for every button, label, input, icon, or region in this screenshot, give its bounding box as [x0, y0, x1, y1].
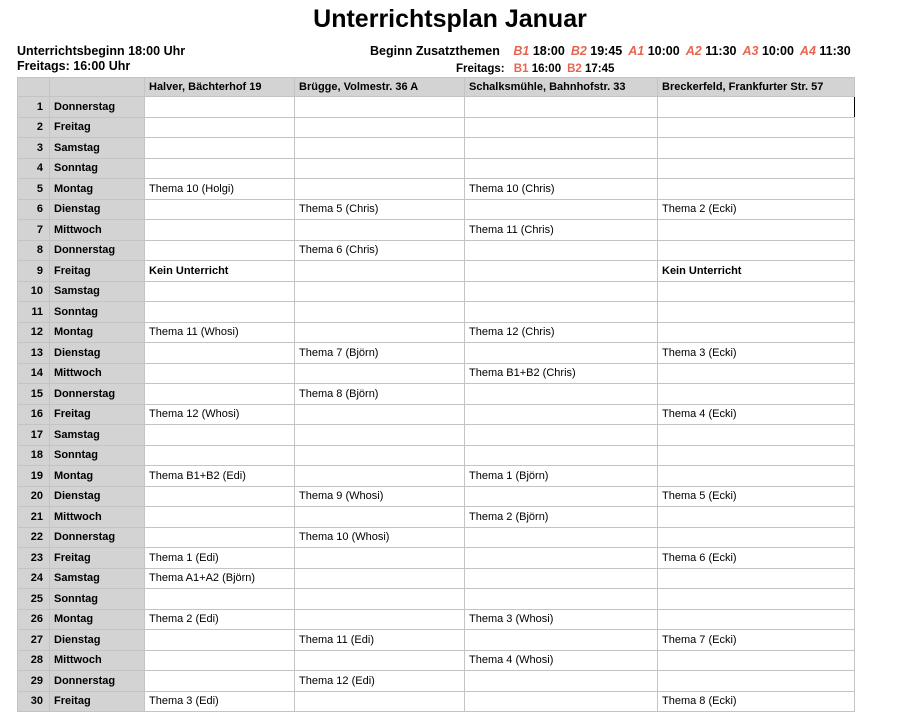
header-day-number: [18, 78, 50, 97]
weekday: Dienstag: [50, 486, 145, 507]
schedule-cell[interactable]: [145, 117, 295, 138]
schedule-row: [18, 486, 855, 507]
schedule-cell[interactable]: [658, 425, 855, 446]
slot-time: 18:00: [532, 44, 565, 58]
schedule-row: [18, 425, 855, 446]
schedule-cell[interactable]: [465, 548, 658, 569]
schedule-cell[interactable]: [465, 199, 658, 220]
schedule-cell[interactable]: [465, 486, 658, 507]
weekday: Freitag: [50, 261, 145, 282]
weekday: Samstag: [50, 425, 145, 446]
schedule-cell[interactable]: Thema 8 (Ecki): [658, 691, 855, 712]
day-number: 22: [18, 527, 50, 548]
schedule-row: [18, 199, 855, 220]
schedule-cell[interactable]: [295, 548, 465, 569]
friday-slot-time: 16:00: [531, 63, 562, 75]
schedule-cell[interactable]: [465, 117, 658, 138]
schedule-cell[interactable]: Thema 3 (Ecki): [658, 343, 855, 364]
schedule-cell[interactable]: [295, 425, 465, 446]
weekday: Samstag: [50, 568, 145, 589]
header-location-halver: Halver, Bächterhof 19: [145, 78, 295, 97]
day-number: 6: [18, 199, 50, 220]
schedule-cell[interactable]: [465, 261, 658, 282]
extra-topics-info: [370, 44, 852, 77]
schedule-cell[interactable]: [295, 568, 465, 589]
schedule-row: [18, 527, 855, 548]
schedule-cell[interactable]: [658, 138, 855, 159]
weekday: Dienstag: [50, 199, 145, 220]
schedule-cell[interactable]: Thema 8 (Björn): [295, 384, 465, 405]
schedule-cell[interactable]: [145, 671, 295, 692]
schedule-cell[interactable]: [295, 445, 465, 466]
schedule-cell[interactable]: [658, 363, 855, 384]
weekday: Mittwoch: [50, 650, 145, 671]
weekday: Donnerstag: [50, 97, 145, 118]
schedule-cell[interactable]: [465, 158, 658, 179]
weekday: Dienstag: [50, 630, 145, 651]
schedule-row: [18, 671, 855, 692]
weekday: Samstag: [50, 281, 145, 302]
schedule-cell[interactable]: [145, 363, 295, 384]
slot-tag: A1: [628, 44, 645, 58]
schedule-row: [18, 548, 855, 569]
schedule-cell[interactable]: Thema 11 (Chris): [465, 220, 658, 241]
weekday: Montag: [50, 609, 145, 630]
day-number: 23: [18, 548, 50, 569]
slot-time: 11:30: [705, 44, 737, 58]
schedule-cell[interactable]: [145, 199, 295, 220]
weekday: Sonntag: [50, 158, 145, 179]
schedule-cell[interactable]: [295, 220, 465, 241]
schedule-cell[interactable]: [145, 138, 295, 159]
schedule-cell[interactable]: [658, 466, 855, 487]
schedule-cell[interactable]: [145, 240, 295, 261]
friday-slot-tag: B2: [567, 63, 582, 75]
schedule-cell[interactable]: [465, 671, 658, 692]
slot-tag: A4: [799, 44, 816, 58]
schedule-cell[interactable]: [465, 384, 658, 405]
schedule-cell[interactable]: Kein Unterricht: [145, 261, 295, 282]
schedule-cell[interactable]: [145, 97, 295, 118]
day-number: 10: [18, 281, 50, 302]
schedule-cell[interactable]: Thema 12 (Whosi): [145, 404, 295, 425]
schedule-row: [18, 240, 855, 261]
schedule-cell[interactable]: [658, 609, 855, 630]
slot-tag: A3: [742, 44, 759, 58]
day-number: 25: [18, 589, 50, 610]
schedule-cell[interactable]: [658, 158, 855, 179]
schedule-row: [18, 261, 855, 282]
schedule-cell[interactable]: [465, 691, 658, 712]
weekday: Mittwoch: [50, 507, 145, 528]
schedule-cell[interactable]: Thema 6 (Ecki): [658, 548, 855, 569]
schedule-cell[interactable]: [295, 650, 465, 671]
day-number: 26: [18, 609, 50, 630]
schedule-cell[interactable]: [465, 527, 658, 548]
day-number: 21: [18, 507, 50, 528]
day-number: 19: [18, 466, 50, 487]
schedule-cell[interactable]: Thema 7 (Björn): [295, 343, 465, 364]
schedule-cell[interactable]: [295, 117, 465, 138]
day-number: 9: [18, 261, 50, 282]
schedule-cell[interactable]: [658, 322, 855, 343]
schedule-row: [18, 466, 855, 487]
schedule-cell[interactable]: [658, 240, 855, 261]
schedule-row: [18, 650, 855, 671]
schedule-cell[interactable]: [145, 281, 295, 302]
schedule-cell[interactable]: Thema B1+B2 (Edi): [145, 466, 295, 487]
schedule-cell[interactable]: [465, 138, 658, 159]
weekday: Donnerstag: [50, 240, 145, 261]
schedule-cell[interactable]: [465, 240, 658, 261]
friday-slot-tag: B1: [513, 63, 529, 75]
day-number: 12: [18, 322, 50, 343]
slot-tag: A2: [685, 44, 702, 58]
start-times-info: [17, 44, 185, 74]
day-number: 24: [18, 568, 50, 589]
weekday: Montag: [50, 466, 145, 487]
schedule-cell[interactable]: [465, 589, 658, 610]
schedule-cell[interactable]: [145, 343, 295, 364]
day-number: 14: [18, 363, 50, 384]
weekday: Donnerstag: [50, 384, 145, 405]
schedule-cell[interactable]: [295, 507, 465, 528]
schedule-cell[interactable]: Thema 9 (Whosi): [295, 486, 465, 507]
schedule-row: [18, 609, 855, 630]
schedule-cell[interactable]: Thema 12 (Chris): [465, 322, 658, 343]
schedule-row: [18, 445, 855, 466]
weekday: Freitag: [50, 548, 145, 569]
schedule-cell[interactable]: [658, 568, 855, 589]
schedule-cell[interactable]: [658, 507, 855, 528]
schedule-cell[interactable]: [295, 363, 465, 384]
weekday: Samstag: [50, 138, 145, 159]
weekday: Donnerstag: [50, 671, 145, 692]
schedule-cell[interactable]: Thema A1+A2 (Björn): [145, 568, 295, 589]
day-number: 18: [18, 445, 50, 466]
schedule-cell[interactable]: Thema 4 (Ecki): [658, 404, 855, 425]
schedule-cell[interactable]: [658, 589, 855, 610]
schedule-cell[interactable]: Thema 10 (Holgi): [145, 179, 295, 200]
schedule-cell[interactable]: [145, 425, 295, 446]
schedule-row: [18, 322, 855, 343]
schedule-cell[interactable]: [295, 302, 465, 323]
schedule-cell[interactable]: Thema 5 (Chris): [295, 199, 465, 220]
schedule-cell[interactable]: [145, 650, 295, 671]
schedule-cell[interactable]: Thema 5 (Ecki): [658, 486, 855, 507]
weekday: Sonntag: [50, 445, 145, 466]
weekday: Mittwoch: [50, 363, 145, 384]
slot-time: 11:30: [819, 44, 851, 58]
day-number: 13: [18, 343, 50, 364]
start-time-weekday: Unterrichtsbeginn 18:00 Uhr: [17, 44, 186, 58]
day-number: 11: [18, 302, 50, 323]
schedule-cell[interactable]: [658, 527, 855, 548]
day-number: 20: [18, 486, 50, 507]
schedule-cell[interactable]: [465, 425, 658, 446]
schedule-cell[interactable]: Thema 6 (Chris): [295, 240, 465, 261]
weekday: Freitag: [50, 117, 145, 138]
schedule-cell[interactable]: [465, 97, 658, 118]
schedule-row: [18, 589, 855, 610]
schedule-cell[interactable]: Thema 2 (Edi): [145, 609, 295, 630]
schedule-cell[interactable]: [465, 404, 658, 425]
schedule-row: [18, 630, 855, 651]
weekday: Sonntag: [50, 302, 145, 323]
schedule-cell[interactable]: Thema 2 (Ecki): [658, 199, 855, 220]
schedule-cell[interactable]: [295, 138, 465, 159]
extra-topics-times: [370, 44, 852, 59]
schedule-cell[interactable]: [658, 445, 855, 466]
extra-topics-label: Beginn Zusatzthemen: [370, 44, 500, 58]
schedule-cell[interactable]: [295, 281, 465, 302]
weekday: Montag: [50, 322, 145, 343]
start-time-friday: Freitags: 16:00 Uhr: [17, 59, 131, 73]
schedule-cell[interactable]: [658, 179, 855, 200]
header-weekday: [50, 78, 145, 97]
weekday: Freitag: [50, 691, 145, 712]
schedule-cell[interactable]: [295, 179, 465, 200]
weekday: Sonntag: [50, 589, 145, 610]
schedule-cell[interactable]: [145, 220, 295, 241]
schedule-cell[interactable]: Thema B1+B2 (Chris): [465, 363, 658, 384]
schedule-cell[interactable]: [658, 302, 855, 323]
schedule-cell[interactable]: Thema 10 (Whosi): [295, 527, 465, 548]
weekday: Freitag: [50, 404, 145, 425]
schedule-cell[interactable]: [145, 486, 295, 507]
extra-topics-friday-label: Freitags:: [456, 63, 505, 75]
day-number: 4: [18, 158, 50, 179]
day-number: 2: [18, 117, 50, 138]
schedule-cell[interactable]: Thema 7 (Ecki): [658, 630, 855, 651]
schedule-cell[interactable]: [658, 117, 855, 138]
schedule-cell[interactable]: [295, 466, 465, 487]
schedule-cell[interactable]: [145, 384, 295, 405]
slot-time: 19:45: [590, 44, 623, 58]
schedule-cell[interactable]: Kein Unterricht: [658, 261, 855, 282]
schedule-cell[interactable]: Thema 1 (Edi): [145, 548, 295, 569]
schedule-cell[interactable]: [465, 281, 658, 302]
day-number: 3: [18, 138, 50, 159]
schedule-row: [18, 220, 855, 241]
day-number: 30: [18, 691, 50, 712]
schedule-row: [18, 384, 855, 405]
schedule-cell[interactable]: [145, 445, 295, 466]
schedule-cell[interactable]: Thema 10 (Chris): [465, 179, 658, 200]
schedule-cell[interactable]: [295, 322, 465, 343]
slot-time: 10:00: [647, 44, 680, 58]
header-location-breckerfeld: Breckerfeld, Frankfurter Str. 57: [658, 78, 855, 97]
schedule-cell[interactable]: Thema 2 (Björn): [465, 507, 658, 528]
day-number: 29: [18, 671, 50, 692]
weekday: Montag: [50, 179, 145, 200]
schedule-cell[interactable]: [658, 281, 855, 302]
day-number: 27: [18, 630, 50, 651]
schedule-cell[interactable]: Thema 3 (Edi): [145, 691, 295, 712]
schedule-cell[interactable]: [295, 609, 465, 630]
slot-tag: B1: [513, 44, 530, 58]
schedule-row: [18, 179, 855, 200]
day-number: 17: [18, 425, 50, 446]
schedule-cell[interactable]: [658, 650, 855, 671]
day-number: 28: [18, 650, 50, 671]
schedule-row: [18, 281, 855, 302]
schedule-cell[interactable]: [295, 261, 465, 282]
slot-time: 10:00: [761, 44, 794, 58]
day-number: 16: [18, 404, 50, 425]
schedule-cell[interactable]: [658, 97, 855, 118]
page-title: Unterrichtsplan Januar: [313, 5, 587, 33]
schedule-cell[interactable]: [295, 158, 465, 179]
schedule-cell[interactable]: Thema 1 (Björn): [465, 466, 658, 487]
schedule-row: [18, 568, 855, 589]
weekday: Dienstag: [50, 343, 145, 364]
schedule-cell[interactable]: [145, 630, 295, 651]
schedule-cell[interactable]: Thema 11 (Whosi): [145, 322, 295, 343]
schedule-cell[interactable]: Thema 3 (Whosi): [465, 609, 658, 630]
schedule-cell[interactable]: Thema 4 (Whosi): [465, 650, 658, 671]
schedule-row: [18, 691, 855, 712]
schedule-cell[interactable]: [465, 302, 658, 323]
schedule-cell[interactable]: [658, 671, 855, 692]
schedule-row: [18, 302, 855, 323]
friday-slot-time: 17:45: [585, 63, 615, 75]
schedule-cell[interactable]: [145, 589, 295, 610]
day-number: 1: [18, 97, 50, 118]
schedule-cell[interactable]: [465, 568, 658, 589]
day-number: 8: [18, 240, 50, 261]
day-number: 5: [18, 179, 50, 200]
weekday: Donnerstag: [50, 527, 145, 548]
schedule-cell[interactable]: [145, 507, 295, 528]
header-location-schalksmuehle: Schalksmühle, Bahnhofstr. 33: [465, 78, 658, 97]
schedule-table: [17, 77, 855, 712]
schedule-row: [18, 404, 855, 425]
schedule-cell[interactable]: [295, 589, 465, 610]
schedule-cell[interactable]: [295, 97, 465, 118]
schedule-row: [18, 343, 855, 364]
schedule-cell[interactable]: [145, 302, 295, 323]
schedule-cell[interactable]: [145, 527, 295, 548]
slot-tag: B2: [570, 44, 587, 58]
schedule-cell[interactable]: [145, 158, 295, 179]
schedule-row: [18, 507, 855, 528]
schedule-cell[interactable]: [658, 384, 855, 405]
schedule-cell[interactable]: [465, 343, 658, 364]
schedule-cell[interactable]: [465, 445, 658, 466]
schedule-header-row: [18, 78, 855, 97]
day-number: 15: [18, 384, 50, 405]
schedule-cell[interactable]: [658, 220, 855, 241]
schedule-row: [18, 97, 855, 118]
schedule-row: [18, 138, 855, 159]
schedule-row: [18, 363, 855, 384]
day-number: 7: [18, 220, 50, 241]
schedule-cell[interactable]: Thema 11 (Edi): [295, 630, 465, 651]
schedule-row: [18, 117, 855, 138]
schedule-row: [18, 158, 855, 179]
weekday: Mittwoch: [50, 220, 145, 241]
extra-topics-friday-times: [370, 62, 852, 77]
header-location-bruegge: Brügge, Volmestr. 36 A: [295, 78, 465, 97]
schedule-cell[interactable]: [295, 691, 465, 712]
schedule-cell[interactable]: Thema 12 (Edi): [295, 671, 465, 692]
schedule-cell[interactable]: [465, 630, 658, 651]
schedule-cell[interactable]: [295, 404, 465, 425]
